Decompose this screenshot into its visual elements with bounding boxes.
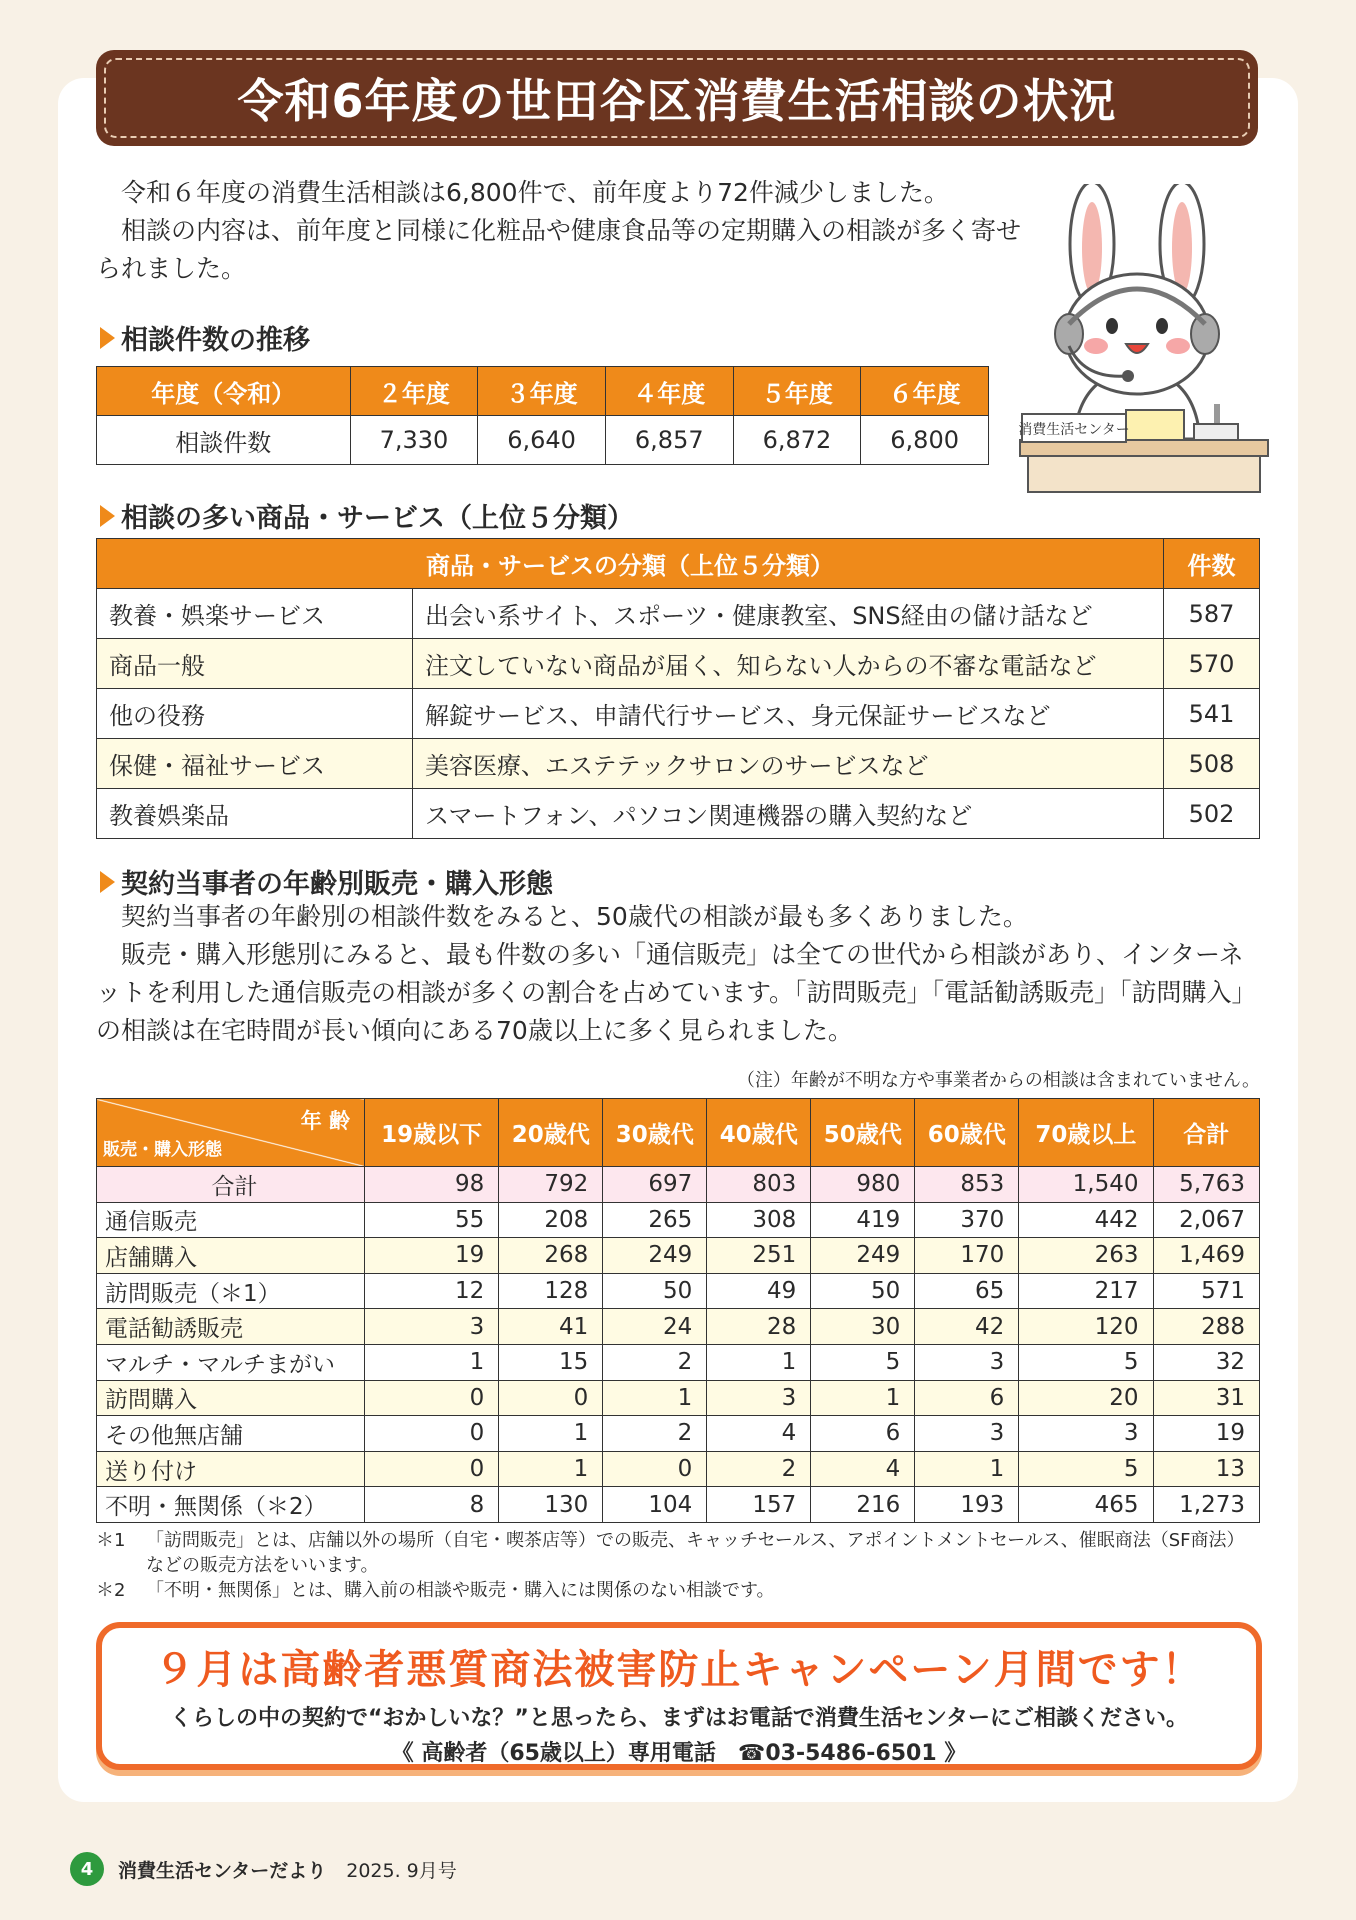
table-row [97,739,1260,789]
section-heading-trend [100,318,310,357]
header-cell: 60歳代 [915,1099,1019,1167]
category-cell: 商品一般 [97,639,413,689]
table-cell: 28 [707,1309,811,1345]
table-cell: 263 [1019,1238,1153,1274]
header-cell: 20歳代 [499,1099,603,1167]
heading-text: 相談件数の推移 [121,325,310,356]
footnotes [96,1528,1260,1603]
table-cell: 249 [603,1238,707,1274]
table-cell: 41 [499,1309,603,1345]
table-cell: 6 [915,1380,1019,1416]
campaign-body: くらしの中の契約で“おかしいな？”と思ったら、まずはお電話で消費生活センターにご相談ください。 [169,1706,1189,1731]
table-row [97,1309,1260,1345]
table-cell: 170 [915,1238,1019,1274]
table-cell: 5 [811,1344,915,1380]
table-cell: 3 [915,1344,1019,1380]
row-label: 不明・無関係（＊2） [97,1487,365,1523]
count-cell: 570 [1164,639,1260,689]
table-cell: 370 [915,1202,1019,1238]
footnote-mark: ＊1 [96,1530,126,1551]
table-cell: 1 [707,1344,811,1380]
table-cell: 50 [603,1273,707,1309]
table-cell: 217 [1019,1273,1153,1309]
header-cell: ３年度 [478,367,606,416]
table-row [97,1202,1260,1238]
count-cell: 502 [1164,789,1260,839]
table-cell: 4 [707,1416,811,1452]
table-cell: 288 [1153,1309,1259,1345]
table-cell: 50 [811,1273,915,1309]
table-cell: 5 [1019,1344,1153,1380]
table-cell: 1 [365,1344,499,1380]
table-row [97,789,1260,839]
table-cell: 308 [707,1202,811,1238]
table-cell: 5 [1019,1451,1153,1487]
row-label: 店舗購入 [97,1238,365,1274]
table-cell: 3 [915,1416,1019,1452]
example-cell: 出会い系サイト、スポーツ・健康教室、SNS経由の儲け話など [413,589,1164,639]
header-cell: 商品・サービスの分類（上位５分類） [97,539,1164,589]
table-cell: 268 [499,1238,603,1274]
table-row [97,1238,1260,1274]
table-cell: 8 [365,1487,499,1523]
row-label: 訪問販売（＊1） [97,1273,365,1309]
header-cell: 70歳以上 [1019,1099,1153,1167]
intro-text [96,174,1026,288]
table-cell: 31 [1153,1380,1259,1416]
table-cell: 4 [811,1451,915,1487]
table-cell: 130 [499,1487,603,1523]
header-cell: 年度（令和） [97,367,351,416]
table-cell: 980 [811,1167,915,1203]
header-cell: ４年度 [605,367,733,416]
table-cell: 157 [707,1487,811,1523]
table-row [97,1380,1260,1416]
row-label: 合計 [97,1167,365,1203]
header-cell: ５年度 [733,367,861,416]
section-heading-age [100,862,553,901]
row-label: 相談件数 [97,416,351,465]
header-cell: 40歳代 [707,1099,811,1167]
table-cell: 1,469 [1153,1238,1259,1274]
rabbit-operator-illustration [1014,184,1274,494]
corner-header-cell [97,1099,365,1167]
bullet-triangle-icon [100,505,115,527]
table-cell: 32 [1153,1344,1259,1380]
table-row [97,1487,1260,1523]
row-label: マルチ・マルチまがい [97,1344,365,1380]
table-cell: 1 [915,1451,1019,1487]
table-cell: 265 [603,1202,707,1238]
table-row [97,689,1260,739]
table-row [97,589,1260,639]
table-cell: 5,763 [1153,1167,1259,1203]
table-note: （注）年齢が不明な方や事業者からの相談は含まれていません。 [736,1070,1260,1091]
footnote [96,1578,1260,1603]
page-title: 令和6年度の世田谷区消費生活相談の状況 [237,74,1117,128]
campaign-box [96,1622,1262,1770]
table-cell: 12 [365,1273,499,1309]
table-cell: 6,800 [861,416,989,465]
table-header-row [97,1099,1260,1167]
table-cell: 571 [1153,1273,1259,1309]
table-row [97,416,989,465]
table-header-row [97,367,989,416]
table-cell: 442 [1019,1202,1153,1238]
header-cell: 件数 [1164,539,1260,589]
consultation-trend-table [96,366,989,465]
header-cell: ２年度 [350,367,478,416]
publication-name: 消費生活センターだより [118,1859,327,1882]
table-cell: 2 [603,1416,707,1452]
campaign-headline: ９月は高齢者悪質商法被害防止キャンペーン月間です！ [154,1647,1204,1693]
table-cell: 1 [811,1380,915,1416]
table-cell: 98 [365,1167,499,1203]
table-cell: 249 [811,1238,915,1274]
row-label: 電話勧誘販売 [97,1309,365,1345]
header-cell: 合計 [1153,1099,1259,1167]
table-cell: 803 [707,1167,811,1203]
count-cell: 587 [1164,589,1260,639]
bullet-triangle-icon [100,327,115,349]
table-cell: 419 [811,1202,915,1238]
table-cell: 792 [499,1167,603,1203]
table-cell: 3 [365,1309,499,1345]
count-cell: 541 [1164,689,1260,739]
table-cell: 6,640 [478,416,606,465]
table-cell: 853 [915,1167,1019,1203]
intro-line-1: 令和６年度の消費生活相談は6,800件で、前年度より72件減少しました。 [121,178,949,207]
table-cell: 1 [499,1416,603,1452]
row-label: 送り付け [97,1451,365,1487]
category-cell: 他の役務 [97,689,413,739]
corner-age-label: 年 齢 [300,1109,350,1133]
intro-line-2: 相談の内容は、前年度と同様に化粧品や健康食品等の定期購入の相談が多く寄せられました。 [96,216,1022,283]
table-cell: 24 [603,1309,707,1345]
table-row [97,1344,1260,1380]
bullet-triangle-icon [100,871,115,893]
table-cell: 19 [365,1238,499,1274]
footnote-text: 「訪問販売」とは、店舗以外の場所（自宅・喫茶店等）での販売、キャッチセールス、アポイントメントセールス、催眠商法（SF商法）などの販売方法をいいます。 [146,1530,1245,1576]
footnote-mark: ＊2 [96,1580,126,1601]
table-cell: 49 [707,1273,811,1309]
example-cell: 解錠サービス、申請代行サービス、身元保証サービスなど [413,689,1164,739]
paragraph: 契約当事者の年齢別の相談件数をみると、50歳代の相談が最も多くありました。 [121,902,1028,931]
page-footer [70,1852,457,1886]
top5-categories-table [96,538,1260,839]
header-cell: ６年度 [861,367,989,416]
heading-text: 契約当事者の年齢別販売・購入形態 [121,869,553,900]
table-cell: 2,067 [1153,1202,1259,1238]
table-cell: 1,540 [1019,1167,1153,1203]
table-cell: 193 [915,1487,1019,1523]
table-cell: 2 [707,1451,811,1487]
age-sales-table [96,1098,1260,1523]
example-cell: 美容医療、エステテックサロンのサービスなど [413,739,1164,789]
table-cell: 0 [365,1416,499,1452]
category-cell: 保健・福祉サービス [97,739,413,789]
table-row [97,1451,1260,1487]
row-label: 訪問購入 [97,1380,365,1416]
table-cell: 216 [811,1487,915,1523]
table-cell: 6,857 [605,416,733,465]
page-number: 4 [70,1852,104,1886]
table-cell: 3 [707,1380,811,1416]
example-cell: スマートフォン、パソコン関連機器の購入契約など [413,789,1164,839]
table-row [97,1416,1260,1452]
issue-date: 2025. 9月号 [346,1859,457,1882]
table-cell: 55 [365,1202,499,1238]
table-cell: 6 [811,1416,915,1452]
heading-text: 相談の多い商品・サービス（上位５分類） [121,503,634,534]
category-cell: 教養娯楽品 [97,789,413,839]
table-cell: 42 [915,1309,1019,1345]
campaign-contact: 《 高齢者（65歳以上）専用電話 ☎03-5486-6501 》 [391,1741,967,1766]
table-cell: 697 [603,1167,707,1203]
title-banner [96,50,1258,146]
table-cell: 465 [1019,1487,1153,1523]
count-cell: 508 [1164,739,1260,789]
table-cell: 104 [603,1487,707,1523]
row-label: その他無店舗 [97,1416,365,1452]
table-cell: 0 [603,1451,707,1487]
table-cell: 3 [1019,1416,1153,1452]
table-cell: 120 [1019,1309,1153,1345]
table-cell: 0 [365,1380,499,1416]
table-cell: 2 [603,1344,707,1380]
table-cell: 6,872 [733,416,861,465]
table-cell: 128 [499,1273,603,1309]
table-cell: 13 [1153,1451,1259,1487]
section-heading-top5 [100,496,634,535]
age-section-text [96,898,1260,1050]
corner-type-label: 販売・購入形態 [103,1140,222,1160]
table-row [97,1167,1260,1203]
table-cell: 30 [811,1309,915,1345]
table-cell: 19 [1153,1416,1259,1452]
paragraph: 販売・購入形態別にみると、最も件数の多い「通信販売」は全ての世代から相談があり、インターネットを利用した通信販売の相談が多くの割合を占めています。「訪問販売」「電話勧誘販売」「訪問購入」の相談は在宅時間が長い傾向にある70歳以上に多く見られました。 [96,940,1257,1045]
table-header-row [97,539,1260,589]
table-cell: 0 [365,1451,499,1487]
header-cell: 19歳以下 [365,1099,499,1167]
table-cell: 15 [499,1344,603,1380]
row-label: 通信販売 [97,1202,365,1238]
footnote [96,1528,1260,1578]
category-cell: 教養・娯楽サービス [97,589,413,639]
table-cell: 7,330 [350,416,478,465]
footnote-text: 「不明・無関係」とは、購入前の相談や販売・購入には関係のない相談です。 [146,1580,775,1601]
table-row [97,639,1260,689]
header-cell: 30歳代 [603,1099,707,1167]
table-row [97,1273,1260,1309]
header-cell: 50歳代 [811,1099,915,1167]
table-cell: 208 [499,1202,603,1238]
sign-label: 消費生活センター [1018,422,1130,438]
table-cell: 65 [915,1273,1019,1309]
table-cell: 251 [707,1238,811,1274]
table-cell: 20 [1019,1380,1153,1416]
table-cell: 1,273 [1153,1487,1259,1523]
table-cell: 1 [499,1451,603,1487]
table-cell: 0 [499,1380,603,1416]
example-cell: 注文していない商品が届く、知らない人からの不審な電話など [413,639,1164,689]
table-cell: 1 [603,1380,707,1416]
